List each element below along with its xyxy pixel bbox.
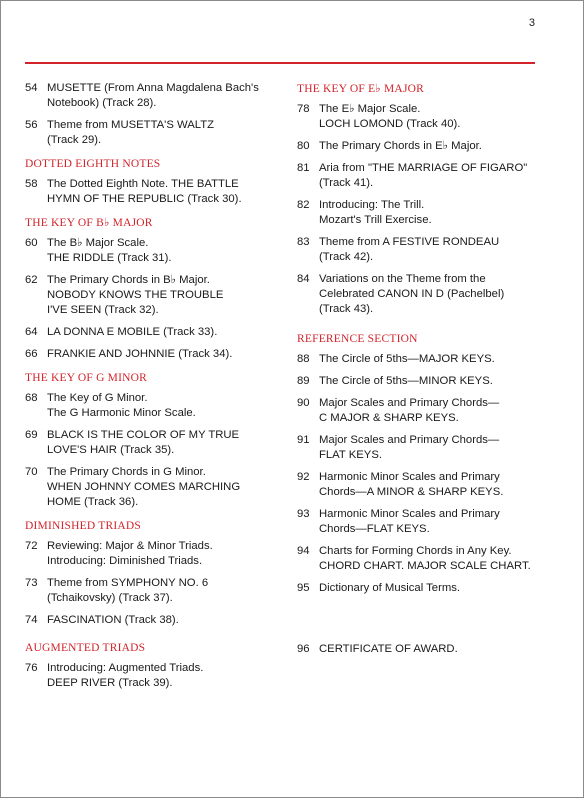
entry-title: [47, 613, 277, 628]
toc-left-column: [25, 81, 277, 698]
entry-line: The Primary Chords in E♭ Major.: [319, 140, 482, 152]
toc-entry: [297, 102, 542, 132]
entry-title: [319, 470, 542, 500]
page-ref-number: 88: [297, 353, 310, 365]
page-ref-number: 92: [297, 471, 310, 483]
entry-line: The Circle of 5ths—MINOR KEYS.: [319, 375, 493, 387]
toc-entry: [25, 81, 277, 111]
page-ref-number: 91: [297, 434, 310, 446]
toc-entry: [25, 428, 277, 458]
page-ref-number: 93: [297, 508, 310, 520]
entry-title: [47, 428, 277, 458]
entry-line: Major Scales and Primary Chords—: [319, 397, 500, 409]
toc-entry: [25, 177, 277, 207]
entry-line: Charts for Forming Chords in Any Key.: [319, 545, 512, 557]
toc-entry: [297, 581, 542, 596]
entry-title: [319, 161, 542, 191]
section-heading: REFERENCE SECTION: [297, 333, 418, 345]
entry-line: Theme from MUSETTA'S WALTZ: [47, 119, 215, 131]
page-ref-number: 78: [297, 103, 310, 115]
entry-line: Variations on the Theme from the: [319, 273, 486, 285]
entry-line: NOBODY KNOWS THE TROUBLE: [47, 289, 224, 301]
entry-line: Harmonic Minor Scales and Primary: [319, 508, 500, 520]
toc-entry: [297, 198, 542, 228]
entry-line: The G Harmonic Minor Scale.: [47, 407, 196, 419]
entry-line: The Dotted Eighth Note. THE BATTLE: [47, 178, 239, 190]
page-ref-number: 70: [25, 466, 38, 478]
entry-line: Chords—A MINOR & SHARP KEYS.: [319, 486, 504, 498]
entry-line: The Primary Chords in B♭ Major.: [47, 274, 210, 286]
toc-entry: [297, 507, 542, 537]
header-rule: [25, 62, 535, 64]
page-ref-number: 82: [297, 199, 310, 211]
entry-line: MUSETTE (From Anna Magdalena Bach's: [47, 82, 259, 94]
section-heading: THE KEY OF E♭ MAJOR: [297, 83, 424, 95]
page-ref-number: 84: [297, 273, 310, 285]
page-ref-number: 72: [25, 540, 38, 552]
entry-title: [319, 396, 542, 426]
entry-line: The B♭ Major Scale.: [47, 237, 149, 249]
entry-line: Notebook) (Track 28).: [47, 97, 157, 109]
toc-entry: [25, 273, 277, 318]
entry-line: The E♭ Major Scale.: [319, 103, 421, 115]
entry-line: (Tchaikovsky) (Track 37).: [47, 592, 173, 604]
entry-line: WHEN JOHNNY COMES MARCHING: [47, 481, 241, 493]
entry-line: Introducing: The Trill.: [319, 199, 425, 211]
entry-line: BLACK IS THE COLOR OF MY TRUE: [47, 429, 240, 441]
entry-line: The Key of G Minor.: [47, 392, 148, 404]
entry-title: [47, 177, 277, 207]
toc-right-column: [297, 81, 542, 664]
page-number: 3: [528, 17, 535, 29]
section-heading: DIMINISHED TRIADS: [25, 520, 141, 532]
entry-line: Introducing: Augmented Triads.: [47, 662, 204, 674]
page-ref-number: 56: [25, 119, 38, 131]
toc-entry: [25, 661, 277, 691]
entry-title: [47, 81, 277, 111]
entry-line: I'VE SEEN (Track 32).: [47, 304, 159, 316]
page-ref-number: 94: [297, 545, 310, 557]
page-ref-number: 81: [297, 162, 310, 174]
entry-title: [47, 325, 277, 340]
page-ref-number: 64: [25, 326, 38, 338]
toc-entry: [297, 544, 542, 574]
entry-title: [47, 118, 277, 148]
entry-title: [319, 374, 542, 389]
entry-title: [319, 642, 542, 657]
page-ref-number: 76: [25, 662, 38, 674]
entry-line: Harmonic Minor Scales and Primary: [319, 471, 500, 483]
entry-line: LOCH LOMOND (Track 40).: [319, 118, 461, 130]
toc-entry: [297, 352, 542, 367]
entry-line: The Primary Chords in G Minor.: [47, 466, 206, 478]
page-ref-number: 68: [25, 392, 38, 404]
toc-entry: [25, 465, 277, 510]
entry-line: LA DONNA E MOBILE (Track 33).: [47, 326, 218, 338]
page-ref-number: 80: [297, 140, 310, 152]
entry-title: [319, 544, 542, 574]
page-ref-number: 73: [25, 577, 38, 589]
page-ref-number: 74: [25, 614, 38, 626]
entry-title: [319, 581, 542, 596]
entry-line: FLAT KEYS.: [319, 449, 382, 461]
toc-entry: [297, 433, 542, 463]
toc-entry: [25, 391, 277, 421]
toc-entry: [297, 470, 542, 500]
page-ref-number: 62: [25, 274, 38, 286]
entry-line: C MAJOR & SHARP KEYS.: [319, 412, 459, 424]
entry-line: Mozart's Trill Exercise.: [319, 214, 432, 226]
entry-line: (Track 43).: [319, 303, 374, 315]
entry-line: LOVE'S HAIR (Track 35).: [47, 444, 175, 456]
entry-title: [319, 235, 542, 265]
entry-line: Theme from SYMPHONY NO. 6: [47, 577, 209, 589]
entry-line: FASCINATION (Track 38).: [47, 614, 179, 626]
entry-title: [319, 102, 542, 132]
page-ref-number: 96: [297, 643, 310, 655]
toc-entry: [297, 139, 542, 154]
page-ref-number: 60: [25, 237, 38, 249]
entry-line: Major Scales and Primary Chords—: [319, 434, 500, 446]
page-ref-number: 66: [25, 348, 38, 360]
toc-entry: [297, 235, 542, 265]
toc-entry: [25, 613, 277, 628]
toc-entry: [25, 576, 277, 606]
entry-title: [319, 352, 542, 367]
entry-title: [319, 198, 542, 228]
toc-entry: [25, 347, 277, 362]
entry-line: FRANKIE AND JOHNNIE (Track 34).: [47, 348, 233, 360]
entry-title: [47, 391, 277, 421]
entry-line: CHORD CHART. MAJOR SCALE CHART.: [319, 560, 531, 572]
page-ref-number: 95: [297, 582, 310, 594]
section-heading: DOTTED EIGHTH NOTES: [25, 158, 161, 170]
page-ref-number: 83: [297, 236, 310, 248]
entry-line: (Track 29).: [47, 134, 102, 146]
entry-line: Introducing: Diminished Triads.: [47, 555, 203, 567]
entry-line: Theme from A FESTIVE RONDEAU: [319, 236, 500, 248]
page-ref-number: 58: [25, 178, 38, 190]
page-ref-number: 89: [297, 375, 310, 387]
entry-line: CERTIFICATE OF AWARD.: [319, 643, 458, 655]
entry-line: HYMN OF THE REPUBLIC (Track 30).: [47, 193, 242, 205]
entry-line: Reviewing: Major & Minor Triads.: [47, 540, 213, 552]
page-ref-number: 69: [25, 429, 38, 441]
entry-title: [47, 236, 277, 266]
entry-title: [47, 539, 277, 569]
entry-title: [47, 465, 277, 510]
entry-title: [319, 272, 542, 317]
entry-line: Celebrated CANON IN D (Pachelbel): [319, 288, 505, 300]
page-ref-number: 90: [297, 397, 310, 409]
entry-line: Chords—FLAT KEYS.: [319, 523, 430, 535]
entry-title: [47, 576, 277, 606]
section-heading: THE KEY OF G MINOR: [25, 372, 148, 384]
toc-entry: [297, 374, 542, 389]
toc-entry: [25, 118, 277, 148]
entry-line: The Circle of 5ths—MAJOR KEYS.: [319, 353, 495, 365]
toc-entry: [297, 272, 542, 317]
entry-title: [319, 139, 542, 154]
toc-entry: [25, 539, 277, 569]
toc-entry: [297, 161, 542, 191]
toc-entry: [297, 396, 542, 426]
section-heading: AUGMENTED TRIADS: [25, 642, 146, 654]
entry-line: HOME (Track 36).: [47, 496, 139, 508]
toc-entry: [297, 642, 542, 657]
section-heading: THE KEY OF B♭ MAJOR: [25, 217, 153, 229]
entry-title: [47, 347, 277, 362]
toc-entry: [25, 236, 277, 266]
entry-title: [319, 507, 542, 537]
entry-line: (Track 42).: [319, 251, 374, 263]
entry-line: Dictionary of Musical Terms.: [319, 582, 461, 594]
entry-title: [47, 273, 277, 318]
toc-entry: [25, 325, 277, 340]
entry-line: DEEP RIVER (Track 39).: [47, 677, 173, 689]
entry-title: [47, 661, 277, 691]
page-ref-number: 54: [25, 82, 38, 94]
entry-line: Aria from "THE MARRIAGE OF FIGARO": [319, 162, 528, 174]
entry-title: [319, 433, 542, 463]
entry-line: (Track 41).: [319, 177, 374, 189]
entry-line: THE RIDDLE (Track 31).: [47, 252, 172, 264]
